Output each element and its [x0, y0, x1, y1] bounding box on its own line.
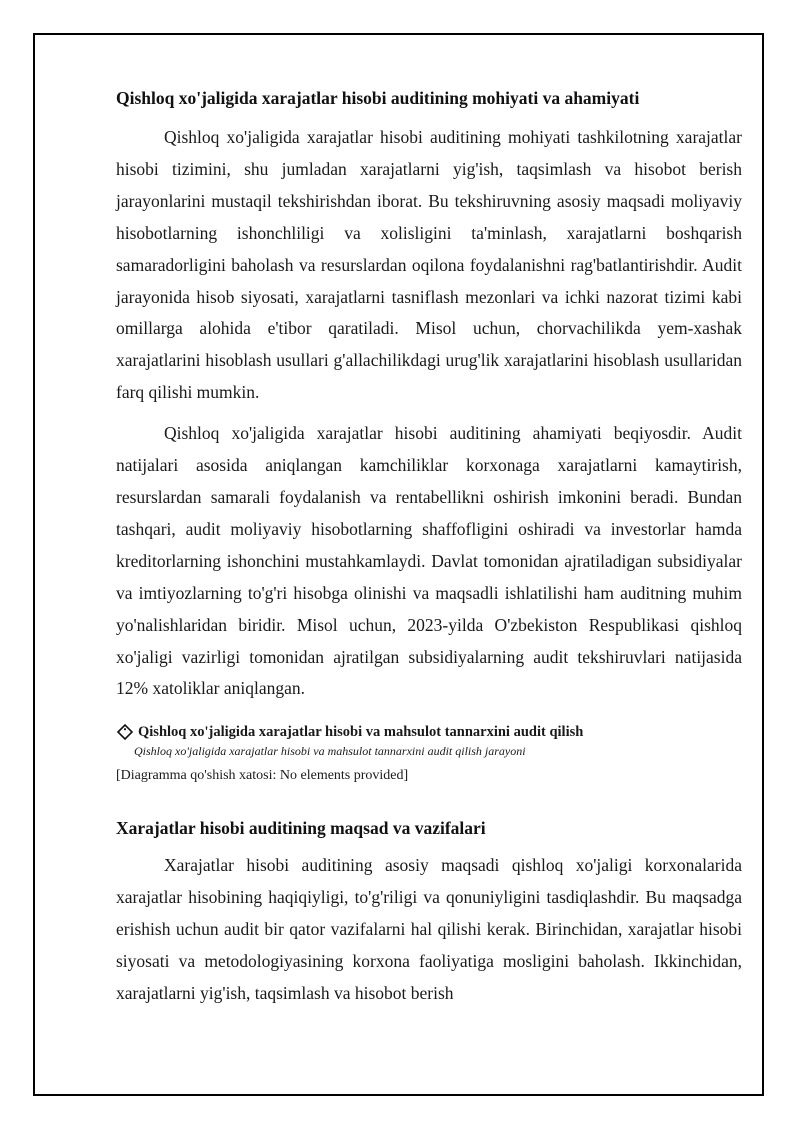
- diagram-error-message: [Diagramma qo'shish xatosi: No elements provided]: [116, 768, 409, 784]
- paragraph-importance: Qishloq xo'jaligida xarajatlar hisobi auditining ahamiyati beqiyosdir. Audit natijalari asosida aniqlangan kamchiliklar korxonaga xarajatlarni kamaytirish, resurslardan samarali foydalanish va rentabellikni oshirish imkonini beradi. Bundan tashqari, audit moliyaviy hisobotlarning shaffofligini oshiradi va investorlar hamda kreditorlarning ishonchini mustahkamlaydi. Davlat tomonidan ajratiladigan subsidiyalar va imtiyozlarning to'g'ri hisobga olinishi va maqsadli ishlatilishi ham auditning muhim yo'nalishlaridan biridir. Misol uchun, 2023-yilda O'zbekiston Respublikasi qishloq xo'jaligi vazirligi tomonidan ajratilgan subsidiyalarning audit tekshiruvlari natijasida 12% xatoliklar aniqlangan.: [116, 423, 742, 699]
- diamond-icon: [116, 723, 134, 741]
- diagram-subtitle: Qishloq xo'jaligida xarajatlar hisobi va mahsulot tannarxini audit qilish jarayoni: [134, 744, 526, 759]
- document-body: [116, 84, 742, 1010]
- paragraph-goals: Xarajatlar hisobi auditining asosiy maqsadi qishloq xo'jaligi korxonalarida xarajatlar hisobining haqiqiyligi, to'g'riligi va qonuniyligini tasdiqlashdir. Bu maqsadga erishish uchun audit bir qator vazifalarni hal qilishi kerak. Birinchidan, xarajatlar hisobi siyosati va metodologiyasining korxona faoliyatiga mosligini baholash. Ikkinchidan, xarajatlarni yig'ish, taqsimlash va hisobot berish: [116, 855, 742, 1003]
- section-heading-essence: Qishloq xo'jaligida xarajatlar hisobi auditining mohiyati va ahamiyati: [116, 88, 640, 108]
- diagram-title: Qishloq xo'jaligida xarajatlar hisobi va mahsulot tannarxini audit qilish: [138, 723, 584, 740]
- section-heading-goals: Xarajatlar hisobi auditining maqsad va vazifalari: [116, 818, 486, 839]
- paragraph-essence: Qishloq xo'jaligida xarajatlar hisobi auditining mohiyati tashkilotning xarajatlar hisobi tizimini, shu jumladan xarajatlarni yig'ish, taqsimlash va hisobot berish jarayonlarini mustaqil tekshirishdan iborat. Bu tekshiruvning asosiy maqsadi moliyaviy hisobotlarning ishonchliligi va xolisligini ta'minlash, xarajatlarni boshqarish samaradorligini baholash va resurslardan oqilona foydalanishni rag'batlantirishdir. Audit jarayonida hisob siyosati, xarajatlarni tasniflash mezonlari va ichki nazorat tizimi kabi omillarga alohida e'tibor qaratiladi. Misol uchun, chorvachilikda yem-xashak xarajatlarini hisoblash usullari g'allachilikdagi urug'lik xarajatlarini hisoblash usullaridan farq qilishi mumkin.: [116, 127, 742, 403]
- diagram-title-row: [116, 721, 742, 743]
